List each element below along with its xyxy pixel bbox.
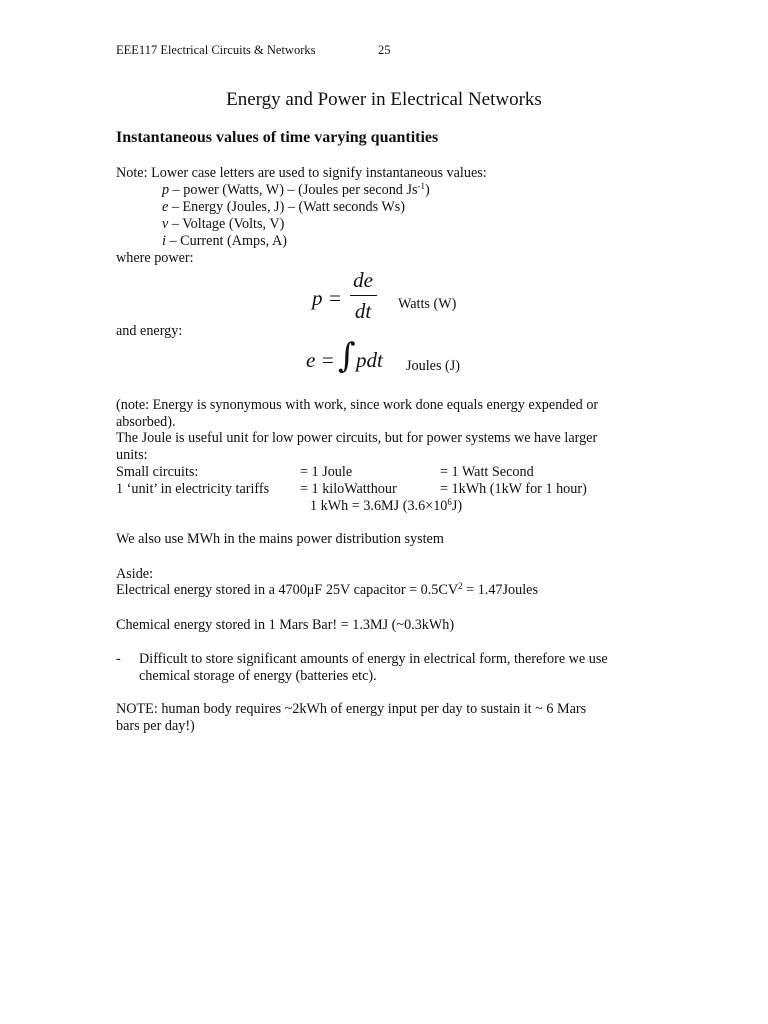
energy-eq-unit: Joules (J) (406, 358, 460, 374)
symbol-e: e (162, 199, 169, 215)
energy-eq-rhs: pdt (356, 348, 383, 372)
symbol-v: v (162, 216, 169, 232)
power-eq-fraction-bar (350, 295, 377, 296)
note-intro: Note: Lower case letters are used to signify instantaneous values: (116, 165, 487, 181)
units-row-2-eq2: = 1kWh (1kW for 1 hour) (440, 481, 587, 497)
marsbar-line: Chemical energy stored in 1 Mars Bar! = 1.3MJ (~0.3kWh) (116, 617, 455, 633)
symbol-p-text: – power (Watts, W) – (Joules per second Js (169, 182, 418, 198)
aside-label: Aside: (116, 566, 154, 582)
symbol-p: p (162, 182, 170, 198)
joule-line-1: The Joule is useful unit for low power circuits, but for power systems we have larger (116, 430, 598, 446)
and-energy-label: and energy: (116, 323, 183, 339)
kwh-pre: 1 kWh = 3.6MJ (3.6×10 (310, 498, 448, 514)
symbol-def-current (162, 233, 287, 250)
final-note-line-2: bars per day!) (116, 718, 195, 734)
units-row-1-eq2: = 1 Watt Second (440, 464, 534, 480)
page-title: Energy and Power in Electrical Networks (226, 89, 542, 110)
capacitor-sup: 2 (458, 581, 463, 591)
units-row-1-eq1: = 1 Joule (300, 464, 353, 480)
capacitor-pre: Electrical energy stored in a 4700μF 25V capacitor = 0.5CV (116, 582, 459, 598)
kwh-conversion (310, 498, 462, 515)
joule-line-2: units: (116, 447, 148, 463)
where-power-label: where power: (116, 250, 194, 266)
power-eq-lhs: p = (312, 286, 342, 310)
mwh-line: We also use MWh in the mains power distribution system (116, 531, 444, 547)
kwh-sup: 6 (447, 497, 452, 507)
symbol-p-sup: -1 (417, 181, 425, 191)
energy-eq-lhs: e = (306, 348, 335, 372)
symbol-def-energy (162, 199, 405, 216)
units-row-2-eq1: = 1 kiloWatthour (300, 481, 397, 497)
kwh-post: J) (451, 498, 463, 514)
energy-note-line-1: (note: Energy is synonymous with work, since work done equals energy expended or (116, 397, 599, 413)
units-row-1-label: Small circuits: (116, 464, 199, 480)
bullet-dash: - (116, 651, 121, 667)
symbol-v-text: – Voltage (Volts, V) (168, 216, 285, 232)
symbol-i: i (162, 233, 166, 249)
integral-sign: ∫ (338, 336, 356, 376)
capacitor-post: = 1.47Joules (462, 582, 538, 598)
capacitor-line (116, 582, 538, 599)
power-eq-unit: Watts (W) (398, 296, 457, 312)
course-header: EEE117 Electrical Circuits & Networks (116, 43, 316, 57)
final-note-line-1: NOTE: human body requires ~2kWh of energy input per day to sustain it ~ 6 Mars (116, 701, 587, 717)
units-row-2-label: 1 ‘unit’ in electricity tariffs (116, 481, 270, 497)
symbol-p-after: ) (425, 182, 430, 198)
power-eq-denominator: dt (354, 299, 372, 323)
symbol-e-text: – Energy (Joules, J) – (Watt seconds Ws) (168, 199, 406, 215)
symbol-def-voltage (162, 216, 284, 233)
bullet-line-1: Difficult to store significant amounts of energy in electrical form, therefore we use (139, 651, 608, 667)
symbol-def-power (162, 182, 430, 199)
section-heading: Instantaneous values of time varying quantities (116, 129, 439, 146)
page-number: 25 (378, 43, 391, 57)
bullet-line-2: chemical storage of energy (batteries etc). (139, 668, 377, 684)
symbol-i-text: – Current (Amps, A) (165, 233, 287, 249)
power-eq-numerator: de (353, 268, 373, 292)
energy-note-line-2: absorbed). (116, 414, 176, 430)
